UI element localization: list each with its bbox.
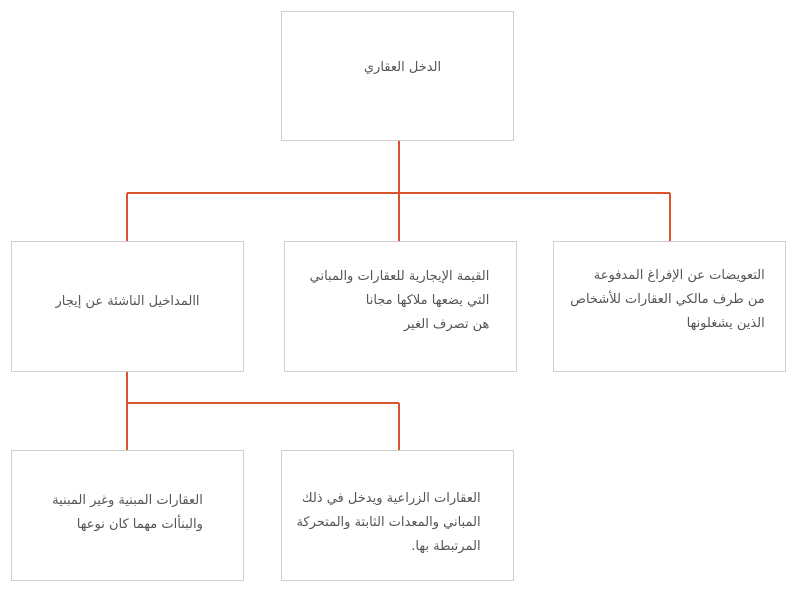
level2-node-left [11, 450, 244, 581]
level2-node-right [281, 450, 514, 581]
level1-node-middle-label: القيمة الإيجارية للعقارات والمباني التي يضعها ملاكها مجانا هن تصرف الغير [309, 268, 490, 332]
level2-node-left-label: العقارات المبنية وغير المبنية والبنأات مهما كان نوعها [52, 492, 203, 532]
level2-node-right-label: العقارات الزراعية ويدخل في ذلك المباني والمعدات الثابتة والمتحركة المرتبطة بها. [296, 490, 481, 554]
level1-node-right [553, 241, 786, 372]
root-node-label: الدخل العقاري [363, 60, 442, 75]
level1-node-right-label: التعويضات عن الإفراغ المدفوعة من طرف مالكي العقارات للأشخاص الذين يشغلونها [570, 267, 765, 331]
level1-node-left [11, 241, 244, 372]
level1-node-left-label: االمداخيل الناشئة عن إيجار [55, 293, 200, 309]
level1-node-middle [284, 241, 517, 372]
root-node [281, 11, 514, 141]
